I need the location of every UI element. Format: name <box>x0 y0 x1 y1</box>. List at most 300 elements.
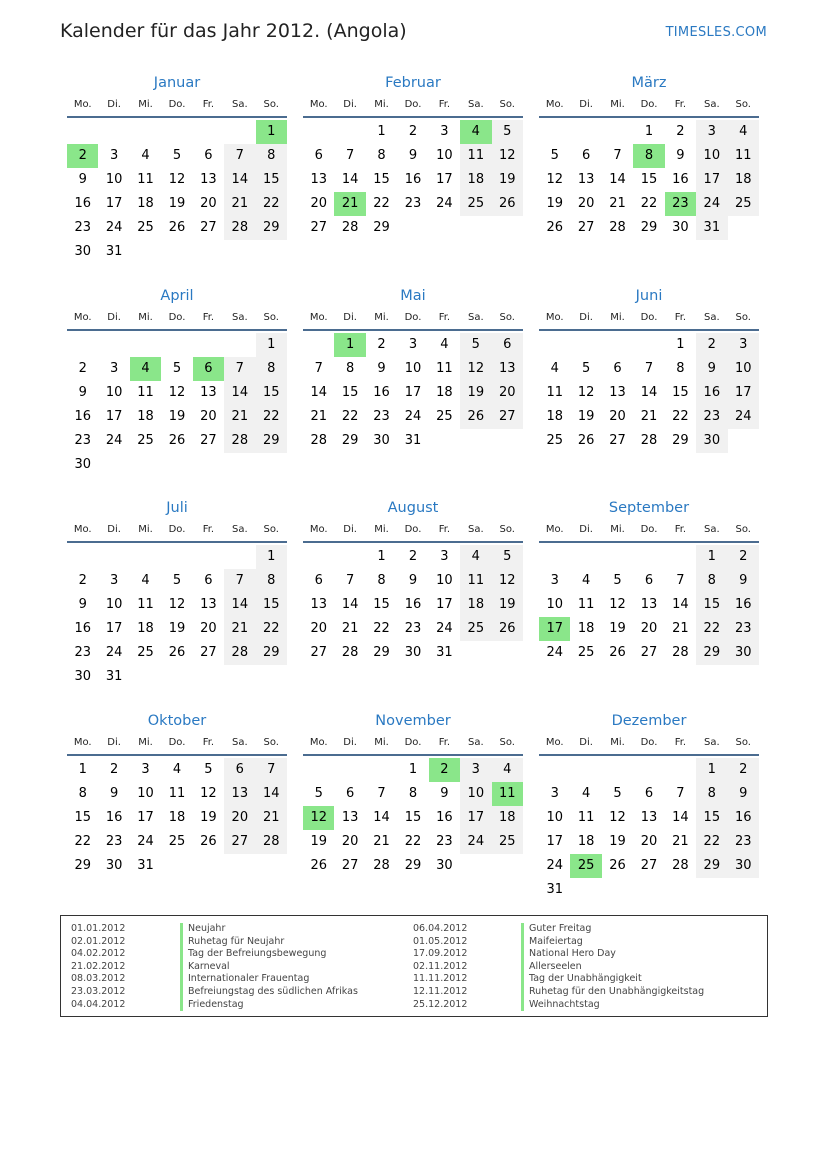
weekday-label: So. <box>499 524 515 535</box>
weekday-label: Di. <box>579 99 593 110</box>
day-cell: 25 <box>137 220 154 235</box>
weekday-label: Sa. <box>703 737 720 748</box>
day-cell: 8 <box>696 782 727 806</box>
weekday-label: So. <box>735 99 751 110</box>
day-cell: 22 <box>672 409 689 424</box>
empty-day-cell <box>602 333 633 357</box>
weekday-label: Sa. <box>703 312 720 323</box>
day-cell: 19 <box>168 196 186 211</box>
day-cell: 21 <box>224 617 255 641</box>
weekday-header <box>303 307 523 331</box>
weekday-label: Di. <box>579 524 593 535</box>
day-cell: 27 <box>200 645 217 660</box>
day-cell: 28 <box>640 433 658 448</box>
day-cell: 27 <box>577 220 595 235</box>
day-cell: 29 <box>256 429 287 453</box>
empty-day-cell <box>98 545 129 569</box>
weekday-header <box>539 519 759 543</box>
day-cell: 21 <box>224 405 255 429</box>
day-cell: 16 <box>404 597 422 612</box>
day-grid <box>539 333 759 453</box>
day-cell: 29 <box>696 854 727 878</box>
day-cell: 20 <box>200 409 217 424</box>
day-cell: 26 <box>546 220 563 235</box>
day-cell: 21 <box>341 621 359 636</box>
empty-day-cell <box>256 240 287 264</box>
holiday-date: 02.01.2012 <box>71 935 126 947</box>
day-cell: 24 <box>696 192 727 216</box>
day-cell: 4 <box>440 337 449 352</box>
day-cell: 15 <box>696 593 727 617</box>
day-cell: 9 <box>78 385 87 400</box>
weekday-label: Sa. <box>703 524 720 535</box>
day-cell: 16 <box>105 810 123 825</box>
empty-day-cell <box>130 120 161 144</box>
weekday-label: Di. <box>343 524 357 535</box>
weekday-label: Mo. <box>545 312 564 323</box>
day-cell: 26 <box>168 220 186 235</box>
day-cell: 29 <box>640 220 658 235</box>
weekday-label: Mo. <box>545 737 564 748</box>
weekday-label: So. <box>735 524 751 535</box>
day-cell: 18 <box>436 385 453 400</box>
day-cell: 29 <box>672 433 689 448</box>
day-cell: 19 <box>168 621 186 636</box>
day-cell: 28 <box>310 433 327 448</box>
day-cell: 30 <box>373 433 390 448</box>
empty-day-cell <box>161 453 192 477</box>
day-cell: 25 <box>137 645 154 660</box>
weekday-label: Sa. <box>231 99 248 110</box>
holiday-name: Guter Freitag <box>521 923 704 936</box>
day-cell: 2 <box>408 549 418 564</box>
day-cell: 30 <box>105 858 123 873</box>
day-cell: 21 <box>310 409 327 424</box>
weekday-label: Sa. <box>467 524 484 535</box>
weekday-label: Mo. <box>545 524 564 535</box>
weekday-label: Sa. <box>703 99 720 110</box>
day-cell: 20 <box>492 381 523 405</box>
day-cell: 15 <box>696 806 727 830</box>
day-cell: 10 <box>460 782 491 806</box>
day-cell: 1 <box>696 758 727 782</box>
day-cell: 16 <box>696 381 727 405</box>
day-cell: 18 <box>460 168 491 192</box>
month-block <box>539 497 759 665</box>
day-cell: 13 <box>341 810 359 825</box>
day-cell: 12 <box>168 597 186 612</box>
empty-day-cell <box>224 545 255 569</box>
weekday-label: Mo. <box>309 524 328 535</box>
holiday-name: Maifeiertag <box>521 936 704 949</box>
day-cell: 25 <box>137 433 154 448</box>
day-cell: 15 <box>256 593 287 617</box>
empty-day-cell <box>492 216 523 240</box>
day-cell: 28 <box>224 641 255 665</box>
day-cell: 8 <box>377 148 386 163</box>
empty-day-cell <box>665 878 696 902</box>
day-cell: 11 <box>577 597 595 612</box>
weekday-label: Sa. <box>231 737 248 748</box>
empty-day-cell <box>130 333 161 357</box>
weekday-label: Mo. <box>545 99 564 110</box>
day-cell: 24 <box>436 621 453 636</box>
day-cell: 26 <box>609 645 626 660</box>
day-cell: 27 <box>341 858 359 873</box>
day-cell: 5 <box>492 120 523 144</box>
day-cell: 22 <box>373 196 390 211</box>
day-cell: 27 <box>609 433 626 448</box>
day-cell: 27 <box>310 645 327 660</box>
day-cell: 26 <box>577 433 595 448</box>
day-cell: 22 <box>74 834 91 849</box>
empty-day-cell <box>256 854 287 878</box>
month-title: Oktober <box>147 713 207 729</box>
day-grid <box>67 758 287 878</box>
day-cell: 13 <box>640 810 658 825</box>
day-cell: 16 <box>373 385 390 400</box>
day-cell: 11 <box>436 361 453 376</box>
day-cell: 20 <box>310 621 327 636</box>
day-cell: 4 <box>492 758 523 782</box>
day-grid <box>539 758 759 902</box>
holiday-day-cell: 11 <box>492 782 523 806</box>
empty-day-cell <box>161 854 192 878</box>
weekday-label: Fr. <box>202 524 215 535</box>
day-cell: 19 <box>609 834 626 849</box>
day-cell: 8 <box>256 144 287 168</box>
month-block <box>67 285 287 477</box>
day-grid <box>67 545 287 689</box>
holiday-day-cell: 4 <box>130 357 161 381</box>
day-cell: 14 <box>373 810 390 825</box>
day-cell: 2 <box>728 758 759 782</box>
holiday-date: 04.02.2012 <box>71 948 126 960</box>
weekday-label: Di. <box>343 99 357 110</box>
day-cell: 27 <box>640 858 658 873</box>
day-cell: 16 <box>404 172 422 187</box>
month-title: August <box>387 500 439 516</box>
day-cell: 13 <box>200 385 217 400</box>
holiday-name: Internationaler Frauentag <box>180 973 358 986</box>
empty-day-cell <box>397 216 428 240</box>
day-cell: 28 <box>256 830 287 854</box>
weekday-label: So. <box>499 312 515 323</box>
day-cell: 19 <box>492 593 523 617</box>
day-cell: 7 <box>613 148 622 163</box>
weekday-label: So. <box>263 312 279 323</box>
month-title: März <box>631 75 667 91</box>
day-cell: 29 <box>696 641 727 665</box>
day-cell: 19 <box>460 381 491 405</box>
holiday-date: 21.02.2012 <box>71 960 126 972</box>
day-cell: 24 <box>105 220 123 235</box>
day-cell: 8 <box>345 361 355 376</box>
day-cell: 13 <box>224 782 255 806</box>
weekday-header <box>67 519 287 543</box>
empty-day-cell <box>224 333 255 357</box>
day-cell: 3 <box>550 573 559 588</box>
day-cell: 23 <box>404 196 422 211</box>
empty-day-cell <box>492 854 523 878</box>
day-cell: 11 <box>168 786 186 801</box>
day-cell: 6 <box>581 148 591 163</box>
day-cell: 13 <box>609 385 626 400</box>
day-cell: 29 <box>256 641 287 665</box>
day-cell: 8 <box>377 573 386 588</box>
day-cell: 2 <box>728 545 759 569</box>
month-block <box>67 710 287 878</box>
day-cell: 17 <box>696 168 727 192</box>
day-cell: 18 <box>492 806 523 830</box>
day-cell: 25 <box>460 617 491 641</box>
empty-day-cell <box>570 120 601 144</box>
day-cell: 16 <box>74 196 91 211</box>
empty-day-cell <box>539 333 570 357</box>
month-title: September <box>608 500 690 516</box>
day-cell: 20 <box>341 834 359 849</box>
day-cell: 25 <box>460 192 491 216</box>
empty-day-cell <box>633 878 664 902</box>
day-cell: 2 <box>78 361 87 376</box>
day-cell: 27 <box>310 220 327 235</box>
day-cell: 15 <box>256 381 287 405</box>
empty-day-cell <box>460 429 491 453</box>
day-grid <box>539 545 759 665</box>
day-cell: 18 <box>460 593 491 617</box>
day-cell: 8 <box>256 357 287 381</box>
month-title: Mai <box>400 288 426 304</box>
day-cell: 10 <box>436 573 453 588</box>
day-cell: 17 <box>137 810 154 825</box>
day-cell: 31 <box>404 433 422 448</box>
day-cell: 9 <box>78 597 87 612</box>
day-cell: 22 <box>696 830 727 854</box>
day-cell: 4 <box>172 762 182 777</box>
day-cell: 9 <box>676 148 685 163</box>
day-cell: 23 <box>728 830 759 854</box>
day-cell: 27 <box>640 645 658 660</box>
weekday-label: Mi. <box>374 524 389 535</box>
day-cell: 1 <box>408 762 418 777</box>
holiday-name: Neujahr <box>180 923 358 936</box>
day-cell: 10 <box>436 148 453 163</box>
day-cell: 19 <box>546 196 563 211</box>
day-cell: 15 <box>373 172 390 187</box>
day-cell: 12 <box>577 385 595 400</box>
weekday-label: Mo. <box>309 737 328 748</box>
day-cell: 11 <box>137 385 154 400</box>
day-cell: 22 <box>640 196 658 211</box>
empty-day-cell <box>193 854 224 878</box>
day-cell: 7 <box>224 357 255 381</box>
day-cell: 27 <box>200 433 217 448</box>
weekday-label: So. <box>499 99 515 110</box>
month-title: Februar <box>385 75 441 91</box>
day-cell: 31 <box>105 244 123 259</box>
empty-day-cell <box>334 758 365 782</box>
holiday-name: Ruhetag für den Unabhängigkeitstag <box>521 986 704 999</box>
day-cell: 2 <box>78 573 87 588</box>
day-cell: 20 <box>577 196 595 211</box>
day-cell: 20 <box>640 834 658 849</box>
day-cell: 9 <box>728 782 759 806</box>
holiday-day-cell: 21 <box>334 192 365 216</box>
weekday-label: Mi. <box>610 737 625 748</box>
day-cell: 29 <box>341 433 359 448</box>
day-cell: 6 <box>204 573 213 588</box>
day-cell: 26 <box>200 834 217 849</box>
day-cell: 23 <box>105 834 123 849</box>
holiday-name: National Hero Day <box>521 948 704 961</box>
day-cell: 16 <box>728 806 759 830</box>
day-cell: 19 <box>310 834 327 849</box>
month-block <box>539 285 759 453</box>
weekday-label: Do. <box>168 737 186 748</box>
day-cell: 14 <box>224 168 255 192</box>
day-cell: 17 <box>436 172 453 187</box>
day-cell: 19 <box>200 810 217 825</box>
day-cell: 30 <box>74 244 91 259</box>
day-cell: 1 <box>78 762 87 777</box>
day-cell: 31 <box>436 645 453 660</box>
day-cell: 20 <box>224 806 255 830</box>
holiday-list <box>60 915 768 1017</box>
day-cell: 2 <box>408 124 418 139</box>
holiday-name: Allerseelen <box>521 961 704 974</box>
day-cell: 30 <box>74 457 91 472</box>
empty-day-cell <box>67 333 98 357</box>
day-cell: 2 <box>109 762 119 777</box>
day-cell: 11 <box>460 569 491 593</box>
empty-day-cell <box>224 453 255 477</box>
day-cell: 6 <box>345 786 355 801</box>
day-cell: 13 <box>200 597 217 612</box>
day-cell: 7 <box>377 786 386 801</box>
day-cell: 8 <box>676 361 685 376</box>
day-cell: 8 <box>408 786 418 801</box>
day-cell: 10 <box>546 597 563 612</box>
day-cell: 2 <box>696 333 727 357</box>
day-cell: 20 <box>310 196 327 211</box>
month-block <box>67 497 287 689</box>
weekday-label: Mi. <box>374 99 389 110</box>
holiday-name: Tag der Befreiungsbewegung <box>180 948 358 961</box>
weekday-label: Do. <box>640 524 658 535</box>
day-cell: 30 <box>404 645 422 660</box>
weekday-header <box>303 519 523 543</box>
day-cell: 23 <box>74 433 91 448</box>
day-cell: 16 <box>74 621 91 636</box>
empty-day-cell <box>224 854 255 878</box>
weekday-label: Fr. <box>674 524 687 535</box>
empty-day-cell <box>161 240 192 264</box>
day-cell: 11 <box>577 810 595 825</box>
day-cell: 22 <box>373 621 390 636</box>
day-cell: 5 <box>613 573 622 588</box>
day-cell: 5 <box>204 762 213 777</box>
day-cell: 5 <box>581 361 591 376</box>
day-cell: 16 <box>74 409 91 424</box>
day-cell: 18 <box>137 409 154 424</box>
empty-day-cell <box>130 240 161 264</box>
day-cell: 3 <box>460 758 491 782</box>
day-cell: 4 <box>460 545 491 569</box>
weekday-header <box>539 732 759 756</box>
weekday-label: Mo. <box>309 99 328 110</box>
day-cell: 5 <box>550 148 559 163</box>
day-cell: 11 <box>728 144 759 168</box>
day-cell: 9 <box>377 361 386 376</box>
day-cell: 18 <box>137 621 154 636</box>
month-block <box>303 72 523 240</box>
day-cell: 9 <box>408 148 418 163</box>
day-cell: 3 <box>109 573 119 588</box>
day-cell: 11 <box>137 172 154 187</box>
site-logo[interactable]: TIMESLES.COM <box>665 25 767 40</box>
day-cell: 25 <box>168 834 186 849</box>
day-cell: 10 <box>105 172 123 187</box>
holiday-day-cell: 1 <box>334 333 365 357</box>
empty-day-cell <box>303 545 334 569</box>
day-cell: 10 <box>696 144 727 168</box>
day-cell: 19 <box>168 409 186 424</box>
day-cell: 13 <box>200 172 217 187</box>
empty-day-cell <box>303 120 334 144</box>
day-cell: 10 <box>105 385 123 400</box>
day-cell: 1 <box>676 337 685 352</box>
empty-day-cell <box>334 545 365 569</box>
weekday-label: Di. <box>107 524 121 535</box>
day-cell: 17 <box>546 834 563 849</box>
day-cell: 28 <box>373 858 390 873</box>
empty-day-cell <box>161 120 192 144</box>
weekday-header <box>67 307 287 331</box>
day-cell: 7 <box>345 573 355 588</box>
day-cell: 16 <box>728 593 759 617</box>
day-cell: 28 <box>672 858 689 873</box>
day-cell: 10 <box>546 810 563 825</box>
day-cell: 24 <box>436 196 453 211</box>
holiday-names-right <box>521 923 704 1011</box>
empty-day-cell <box>334 120 365 144</box>
day-cell: 29 <box>404 858 422 873</box>
month-block <box>303 285 523 453</box>
empty-day-cell <box>193 545 224 569</box>
empty-day-cell <box>130 545 161 569</box>
day-cell: 29 <box>256 216 287 240</box>
day-cell: 24 <box>460 830 491 854</box>
empty-day-cell <box>193 453 224 477</box>
holiday-date: 25.12.2012 <box>413 998 468 1010</box>
day-cell: 13 <box>577 172 595 187</box>
empty-day-cell <box>460 216 491 240</box>
weekday-label: Do. <box>640 312 658 323</box>
day-cell: 12 <box>609 597 626 612</box>
day-cell: 21 <box>609 196 626 211</box>
day-cell: 22 <box>256 617 287 641</box>
day-cell: 4 <box>728 120 759 144</box>
day-cell: 24 <box>404 409 422 424</box>
weekday-label: Sa. <box>231 312 248 323</box>
empty-day-cell <box>570 545 601 569</box>
day-cell: 22 <box>696 617 727 641</box>
day-cell: 14 <box>672 810 689 825</box>
day-cell: 9 <box>78 172 87 187</box>
day-cell: 26 <box>168 645 186 660</box>
day-cell: 5 <box>314 786 323 801</box>
day-cell: 26 <box>609 858 626 873</box>
